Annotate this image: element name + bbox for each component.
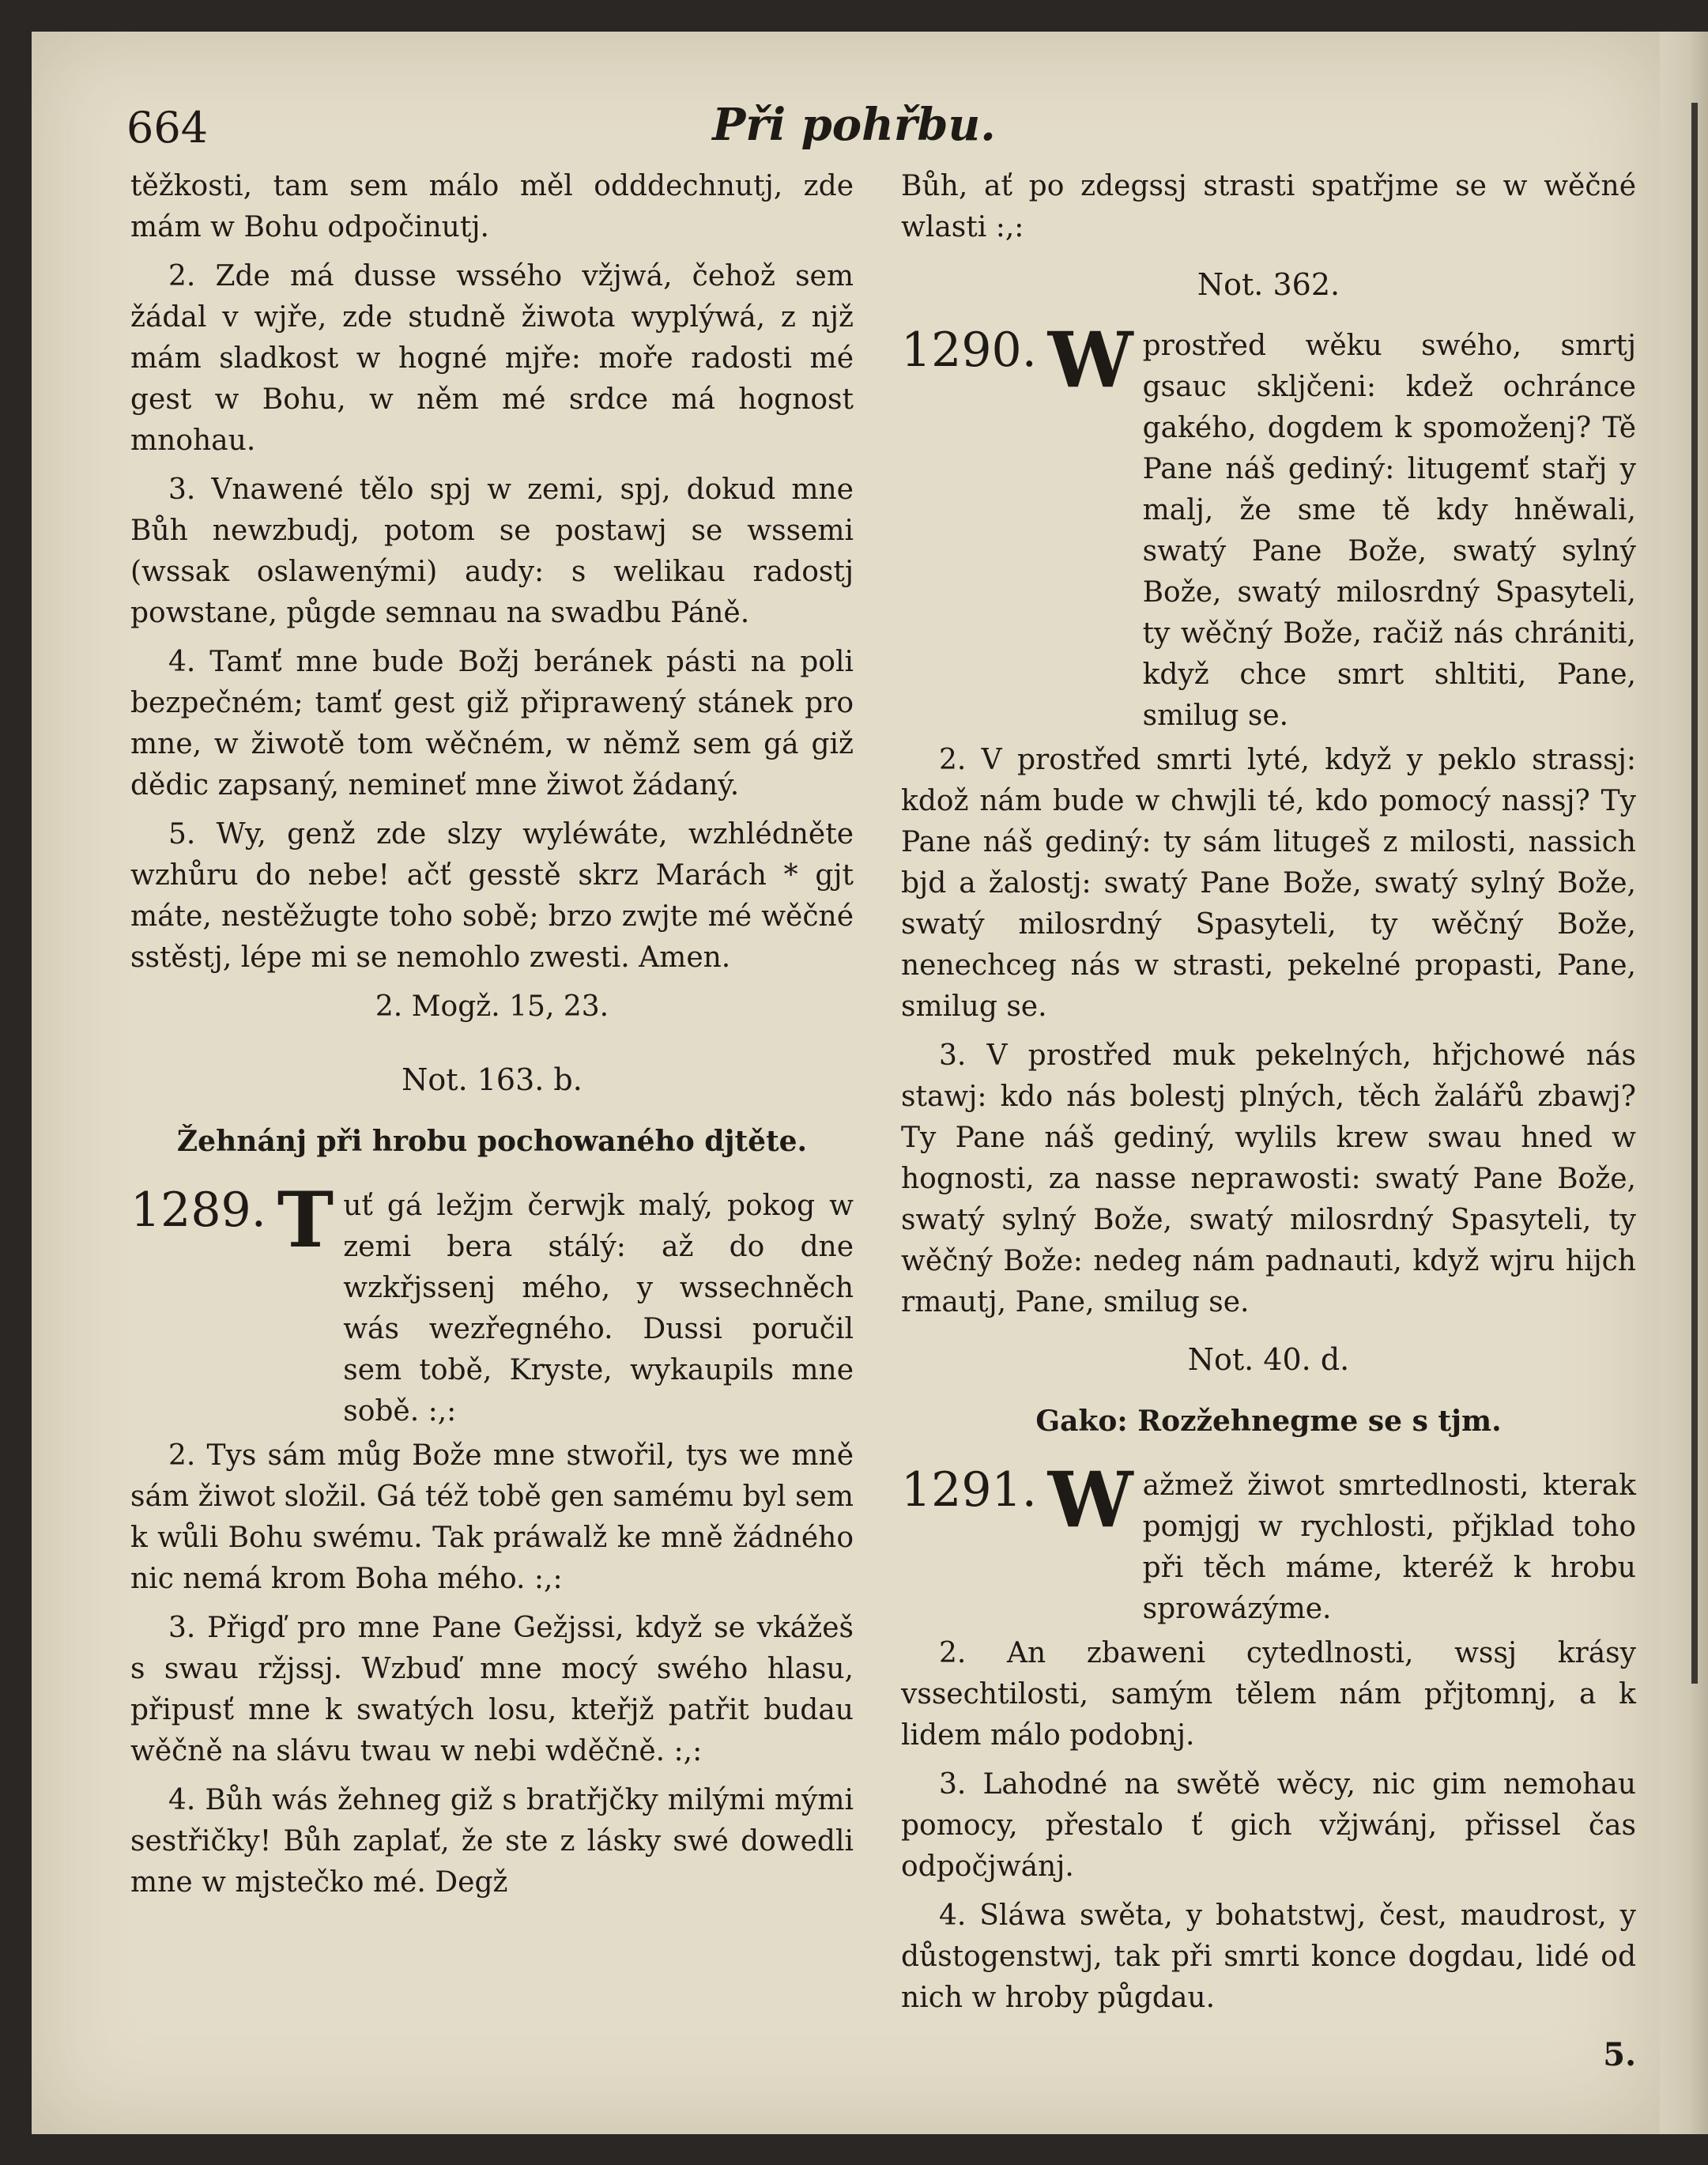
scripture-reference: 2. Mogž. 15, 23. [375, 990, 609, 1023]
paragraph: těžkosti, tam sem málo měl odddechnutj, zde mám w Bohu odpočinutj. [130, 170, 854, 243]
drop-cap: W [1047, 315, 1133, 405]
paragraph: Bůh, ať po zdegssj strasti spatřjme se w wěčné wlasti :,: [901, 170, 1636, 243]
stanza: 4. Sláwa swěta, y bohatstwj, čest, maudrost, y důstogenstwj, tak při smrti konce dogdau, lidé od nich w hroby půgdau. [901, 1899, 1636, 2014]
hymn-number: 1291. [901, 1462, 1037, 1518]
stanza: 3. Přigď pro mne Pane Gežjssi, když se vkážeš s swau ržjssj. Wzbuď mne mocý swého hlasu, připusť mne k swatých losu, kteřjž patřit budau wěčně na slávu twau w nebi wděčně. :,: [130, 1612, 854, 1767]
page-number: 664 [126, 103, 209, 153]
hymn-number: 1289. [130, 1182, 266, 1238]
stanza: 4. Tamť mne bude Božj beránek pásti na poli bezpečném; tamť gest giž připrawený stánek pro mne, w žiwotě tom wěčném, w němž sem gá giž dědic zapsaný, nemineť mne žiwot žádaný. [130, 646, 854, 802]
hymn-first-lines: ažmež žiwot smrtedlnosti, kterak pomjgj w rychlosti, přjklad toho při těch máme, kteréž k hrobu sprowázýme. [1142, 1469, 1636, 1625]
drop-cap: W [1047, 1455, 1133, 1545]
stanza: 2. Tys sám můg Bože mne stwořil, tys we mně sám žiwot složil. Gá též tobě gen samému byl sem k wůli Bohu swému. Tak práwalž ke mně žádného nic nemá krom Boha mého. :,: [130, 1439, 854, 1595]
stanza: 3. Vnawené tělo spj w zemi, spj, dokud mne Bůh newzbudj, potom se postawj se wssemi (wssak oslawenými) audy: s welikau radostj powstane, půgde semnau na swadbu Páně. [130, 473, 854, 629]
stanza: 2. V prostřed smrti lyté, když y peklo strassj: kdož nám bude w chwjli té, kdo pomocý nassj? Ty Pane náš gediný: ty sám litugeš z milosti, nassich bjd a žalostj: swatý Pane Bože, swatý sylný Bože, swatý milosrdný Spasyteli, ty wěčný Bože, nenechceg nás w strasti, pekelné propasti, Pane, smilug se. [901, 744, 1636, 1023]
running-title: Při pohřbu. [712, 99, 996, 151]
hymn-1289-opening [130, 1175, 854, 1432]
hymn-first-lines: prostřed wěku swého, smrtj gsauc skljčeni: kdež ochránce gakého, dogdem k spomoženj? Tě Pane náš gediný: litugemť stařj y malj, že sme tě kdy hněwali, swatý Pane Bože, swatý sylný Bože, swatý milosrdný Spasyteli, ty wěčný Bože, račiž nás chrániti, když chce smrt shltiti, Pane, smilug se. [1142, 330, 1636, 732]
right-column [901, 166, 1636, 2076]
stanza: 5. Wy, genž zde slzy wyléwáte, wzhlédněte wzhůru do nebe! ačť gesstě skrz Marách * gjt máte, nestěžugte toho sobě; brzo zwjte mé wěčné sstěstj, lépe mi se nemohlo zwesti. Amen. [130, 818, 854, 974]
stanza: 2. An zbaweni cytedlnosti, wssj krásy vssechtilosti, samým tělem nám přjtomnj, a k lidem málo podobnj. [901, 1637, 1636, 1752]
stanza: 3. Lahodné na swětě wěcy, nic gim nemohau pomocy, přestalo ť gich vžjwánj, přissel čas odpočjwánj. [901, 1768, 1636, 1883]
section-heading: Not. 362. [1197, 267, 1340, 302]
section-heading: Not. 163. b. [402, 1062, 583, 1097]
hymn-1290-opening [901, 315, 1636, 737]
next-page-edge [1660, 32, 1708, 2134]
stanza: 3. V prostřed muk pekelných, hřjchowé nás stawj: kdo nás bolestj plných, těch žalářů zbawj? Ty Pane náš gediný, wylils krew swau hned w hognosti, za nasse neprawosti: swatý Pane Bože, swatý sylný Bože, swatý milosrdný Spasyteli, ty wěčný Bože: nedeg nám padnauti, když wjru hijch rmautj, Pane, smilug se. [901, 1039, 1636, 1318]
hymn-first-lines: uť gá ležjm čerwjk malý, pokog w zemi bera stálý: až do dne wzkřjssenj mého, y wssechněch wás wezřegného. Dussi poručil sem tobě, Kryste, wykaupils mne sobě. :,: [343, 1190, 854, 1428]
left-column [130, 166, 854, 1911]
hymn-1291-opening [901, 1455, 1636, 1630]
page-shadow-bar [1691, 103, 1698, 1684]
hymn-subheading: Žehnánj při hrobu pochowaného djtěte. [176, 1125, 808, 1158]
hymn-subheading: Gako: Rozžehnegme se s tjm. [1035, 1405, 1502, 1438]
drop-cap: T [277, 1175, 334, 1265]
stanza: 4. Bůh wás žehneg giž s bratřjčky milými mými sestřičky! Bůh zaplať, že ste z lásky swé dowedli mne w mjstečko mé. Degž [130, 1784, 854, 1899]
catchword: 5. [1603, 2036, 1636, 2073]
hymn-number: 1290. [901, 322, 1037, 378]
stanza: 2. Zde má dusse wssého vžjwá, čehož sem žádal v wjře, zde studně žiwota wyplýwá, z njž mám sladkost w hogné mjře: moře radosti mé gest w Bohu, w něm mé srdce má hognost mnohau. [130, 260, 854, 457]
section-heading: Not. 40. d. [1187, 1342, 1350, 1377]
